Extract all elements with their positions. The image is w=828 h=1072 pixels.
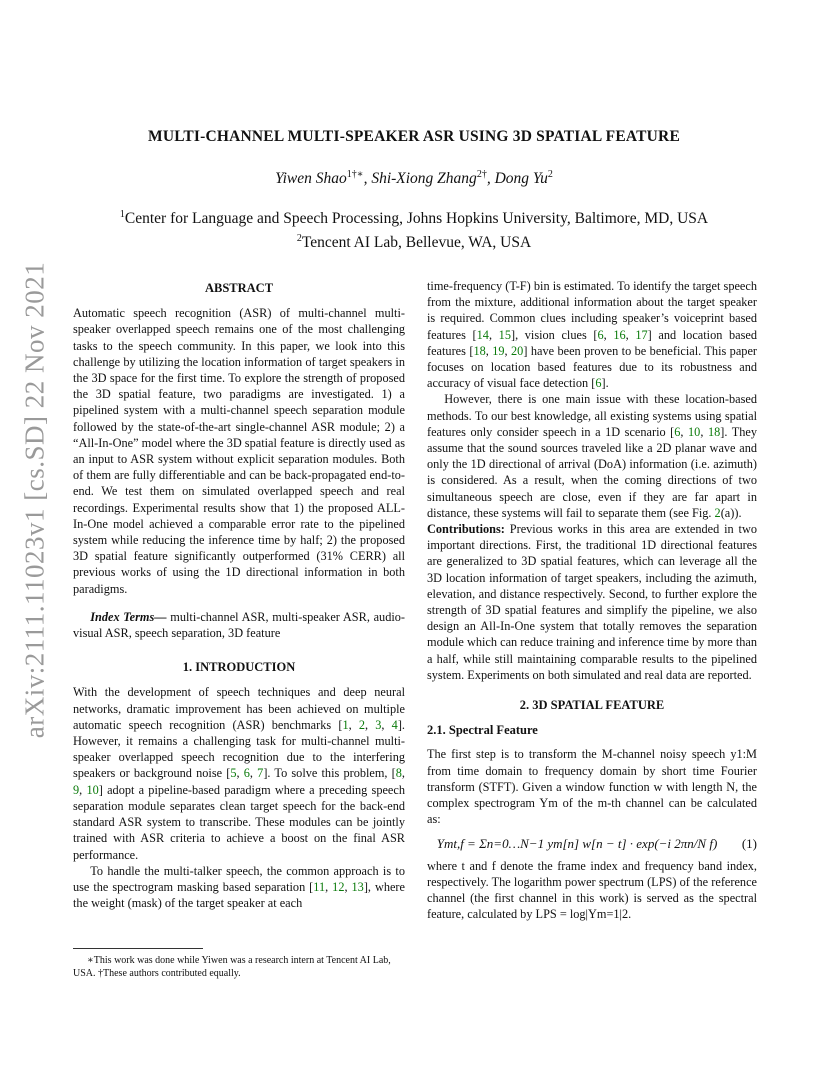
intro-p1-b: ]. However, it remains a challenging task for multi-channel multi-speaker overlapped speech recognition due to the interfering speakers or background noise [ bbox=[73, 717, 405, 781]
figure-link[interactable]: 2 bbox=[714, 505, 721, 520]
author-line: Yiwen Shao$^{1\dagger∗}$, Shi-Xiong Zhang$^{2\dagger}$, Dong Yu$^2$ bbox=[275, 169, 553, 188]
contributions-label: Contributions: bbox=[427, 522, 505, 537]
author-2-sup: 2† bbox=[476, 169, 487, 180]
contributions-text: Previous works in this area are extended in two important directions. First, the traditional 1D directional features are generalized to 3D spatial features, which can leverage all the 3D location information of target speakers, including the azimuth, elevation, and distance respectively. Second, to further explore the strength of 3D spatial features and simplify the pipeline, we also design an All-In-One system that totally removes the separation module which can reduce training and inference time by more than a half, while still maintaining comparable results to the pipelined system. Experiments on both simulated and real data are reported. bbox=[427, 522, 757, 682]
index-terms-label: Index Terms— bbox=[90, 609, 167, 624]
right-p2-b: ]. They assume that the sound sources traveled like a 2D planar wave and only the 1D directional of arrival (DoA) information (i.e. azimuth) is considered. As a result, when the coming directions of two simultaneous speech are close, even if they are far apart in distance, these systems will fail to separate them (see Fig. bbox=[427, 424, 757, 520]
right-paragraph-1: time-frequency (T-F) bin is estimated. To identify the target speech from the mixture, additional information about the target speaker is required. Common clues including speaker’s voiceprint based features [14, 15], vision clues [6, 16, 17] and location based features [18, 19, 20] have been proven to be beneficial. This paper focuses on location based features due to its robustness and accuracy of visual face detection [6]. bbox=[427, 279, 758, 391]
citation-link[interactable]: 10 bbox=[86, 782, 99, 797]
citation-link[interactable]: 19 bbox=[492, 343, 505, 358]
citation-link[interactable]: 14 bbox=[476, 327, 489, 342]
citation-link[interactable]: 6 bbox=[243, 766, 250, 781]
left-column bbox=[73, 280, 405, 911]
subsection-2-1-heading: 2.1. Spectral Feature bbox=[427, 723, 538, 738]
arxiv-stamp bbox=[10, 0, 60, 1072]
author-3: Dong Yu bbox=[494, 170, 548, 188]
equation-1 bbox=[427, 836, 757, 852]
right-p2-c: (a)). bbox=[720, 505, 742, 520]
citation-link[interactable]: 10 bbox=[688, 424, 701, 439]
citation-link[interactable]: 15 bbox=[498, 327, 511, 342]
abstract-heading: ABSTRACT bbox=[204, 281, 274, 295]
contributions-paragraph bbox=[427, 521, 757, 683]
author-1: Yiwen Shao bbox=[275, 170, 347, 188]
citation-link[interactable]: 2 bbox=[358, 717, 365, 732]
intro-heading: 1. INTRODUCTION bbox=[182, 660, 296, 675]
citation-link[interactable]: 8 bbox=[395, 766, 402, 781]
right-column bbox=[427, 278, 757, 923]
spectral-paragraph: The first step is to transform the M-channel noisy speech y1:M from time domain to frequency domain by short time Fourier transform (STFT). Given a window function w with length N, the complex spectrogram Ym of the m-th channel can be calculated as: bbox=[427, 747, 757, 827]
citation-link[interactable]: 1 bbox=[342, 717, 349, 732]
paper-title: MULTI-CHANNEL MULTI-SPEAKER ASR USING 3D SPATIAL FEATURE bbox=[148, 128, 680, 145]
intro-p1-c: ]. To solve this problem, [ bbox=[263, 766, 396, 781]
affiliation-1-sup: 1 bbox=[119, 209, 125, 220]
intro-paragraph-1: With the development of speech techniques and deep neural networks, dramatic improvement has been achieved on multiple automatic speech recognition (ASR) benchmarks [1, 2, 3, 4]. However, it remains a challenging task for multi-channel multi-speaker overlapped speech recognition due to the interfering speakers or background noise [5, 6, 7]. To solve this problem, [8, 9, 10] adopt a pipeline-based paradigm where a preceding speech separation module separates clean target speech for the back-end standard ASR system to transcribe. These modules can be jointly trained with ASR criteria to achieve a boost on the final ASR performance. bbox=[73, 685, 406, 862]
intro-paragraph-2: To handle the multi-talker speech, the common approach is to use the spectrogram masking based separation [11, 12, 13], where the weight (mask) of the target speaker at each bbox=[73, 863, 405, 911]
footnote-rule bbox=[73, 948, 203, 949]
lps-paragraph: where t and f denote the frame index and frequency band index, respectively. The logarithm power spectrum (LPS) of the reference channel (the first channel in this work) is served as the spectral feature, calculated by LPS = log|Ym=1|2. bbox=[427, 858, 757, 922]
right-p1-c: ] and location based features [ bbox=[427, 327, 758, 358]
intro-p1-a: With the development of speech techniques and deep neural networks, dramatic improvement has been achieved on multiple automatic speech recognition (ASR) benchmarks [ bbox=[73, 685, 405, 732]
footnote-text: ∗This work was done while Yiwen was a research intern at Tencent AI Lab, USA. †These authors contributed equally. bbox=[73, 955, 391, 979]
citation-link[interactable]: 17 bbox=[635, 327, 648, 342]
citation-link[interactable]: 11 bbox=[313, 879, 326, 894]
right-p1-e: ]. bbox=[601, 376, 609, 391]
intro-p2-a: To handle the multi-talker speech, the common approach is to use the spectrogram masking based separation [ bbox=[73, 863, 405, 894]
citation-link[interactable]: 6 bbox=[674, 424, 681, 439]
citation-link[interactable]: 6 bbox=[597, 327, 604, 342]
right-p1-a: time-frequency (T-F) bin is estimated. To identify the target speech from the mixture, additional information about the target speaker is required. Common clues including speaker’s voiceprint based features [ bbox=[427, 279, 757, 342]
equation-1-body: Ymt,f = Σn=0…N−1 ym[n] w[n − t] · exp(−i 2πn/N f) bbox=[436, 835, 718, 851]
citation-link[interactable]: 16 bbox=[613, 327, 626, 342]
right-paragraph-2: However, there is one main issue with these location-based methods. To our best knowledge, all existing systems using spatial features only consider speech in a 1D scenario [6, 10, 18]. They assume that the sound sources traveled like a 2D planar wave and only the 1D directional of arrival (DoA) information (i.e. azimuth) is considered. As a result, when the coming directions of two simultaneous speech are close, even if they are far apart in distance, these systems will fail to separate them (see Fig. 2(a)). bbox=[427, 392, 757, 520]
author-1-sup: 1†∗ bbox=[346, 169, 364, 180]
intro-p2-b: ], where the weight (mask) of the target speaker at each bbox=[73, 879, 405, 911]
citation-link[interactable]: 4 bbox=[391, 717, 398, 732]
affiliation-2-sup: 2 bbox=[296, 233, 302, 245]
right-p2-a: However, there is one main issue with these location-based methods. To our best knowledge, all existing systems using spatial features only consider speech in a 1D scenario [ bbox=[427, 392, 757, 439]
intro-p1-d: ] adopt a pipeline-based paradigm where a preceding speech separation module separates clean target speech for the back-end standard ASR system to transcribe. These modules can be jointly trained with ASR criteria to achieve a boost on the final ASR performance. bbox=[73, 782, 406, 862]
section-2-heading: 2. 3D SPATIAL FEATURE bbox=[519, 698, 665, 713]
author-3-sup: 2 bbox=[547, 169, 553, 180]
citation-link[interactable]: 20 bbox=[511, 343, 524, 358]
citation-link[interactable]: 18 bbox=[707, 424, 721, 439]
citation-link[interactable]: 6 bbox=[595, 376, 602, 391]
index-terms bbox=[73, 609, 405, 641]
right-p1-d: ] have been proven to be beneficial. This paper focuses on location based features due to its robustness and accuracy of visual face detection [ bbox=[427, 343, 757, 391]
author-2: Shi-Xiong Zhang bbox=[371, 170, 477, 188]
citation-link[interactable]: 3 bbox=[375, 717, 382, 732]
footnote bbox=[73, 948, 405, 980]
right-p1-b: ], vision clues [ bbox=[510, 327, 598, 342]
arxiv-stamp-text: arXiv:2111.11023v1 [cs.SD] 22 Nov 2021 bbox=[19, 261, 50, 739]
affiliation-2-text: Tencent AI Lab, Bellevue, WA, USA bbox=[301, 234, 532, 252]
affiliation-2 bbox=[0, 229, 828, 253]
equation-1-number: (1) bbox=[741, 835, 757, 851]
affiliation-1-text: Center for Language and Speech Processing, Johns Hopkins University, Baltimore, MD, USA bbox=[124, 210, 709, 228]
citation-link[interactable]: 13 bbox=[351, 879, 364, 894]
index-terms-text: multi-channel ASR, multi-speaker ASR, audio-visual ASR, speech separation, 3D feature bbox=[73, 609, 405, 641]
abstract-text: Automatic speech recognition (ASR) of multi-channel multi-speaker overlapped speech remains one of the most challenging tasks to the speech community. In this paper, we look into this challenge by utilizing the location information of target speakers in the 3D space for the first time. To explore the strength of proposed the 3D spatial feature, two paradigms are investigated. 1) a pipelined system with a multi-channel speech separation module followed by the state-of-the-art single-channel ASR module; 2) a “All-In-One” model where the 3D spatial feature is directly used as an input to ASR system without explicit separation modules. Both of them are fully differentiable and can be back-propagated end-to-end. We test them on simulated overlapped speech and real recordings. Experimental results show that 1) the proposed ALL-In-One model achieved a comparable error rate to the pipelined system while reducing the inference time by half; 2) the proposed 3D spatial feature significantly outperformed (31% CERR) all previous works of using the 1D directional information in both paradigms. bbox=[73, 306, 405, 596]
citation-link[interactable]: 9 bbox=[73, 782, 80, 797]
citation-link[interactable]: 18 bbox=[473, 343, 486, 358]
citation-link[interactable]: 7 bbox=[257, 766, 264, 781]
citation-link[interactable]: 5 bbox=[230, 766, 237, 781]
citation-link[interactable]: 12 bbox=[332, 879, 345, 894]
affiliations bbox=[0, 205, 828, 253]
affiliation-1 bbox=[0, 205, 828, 229]
